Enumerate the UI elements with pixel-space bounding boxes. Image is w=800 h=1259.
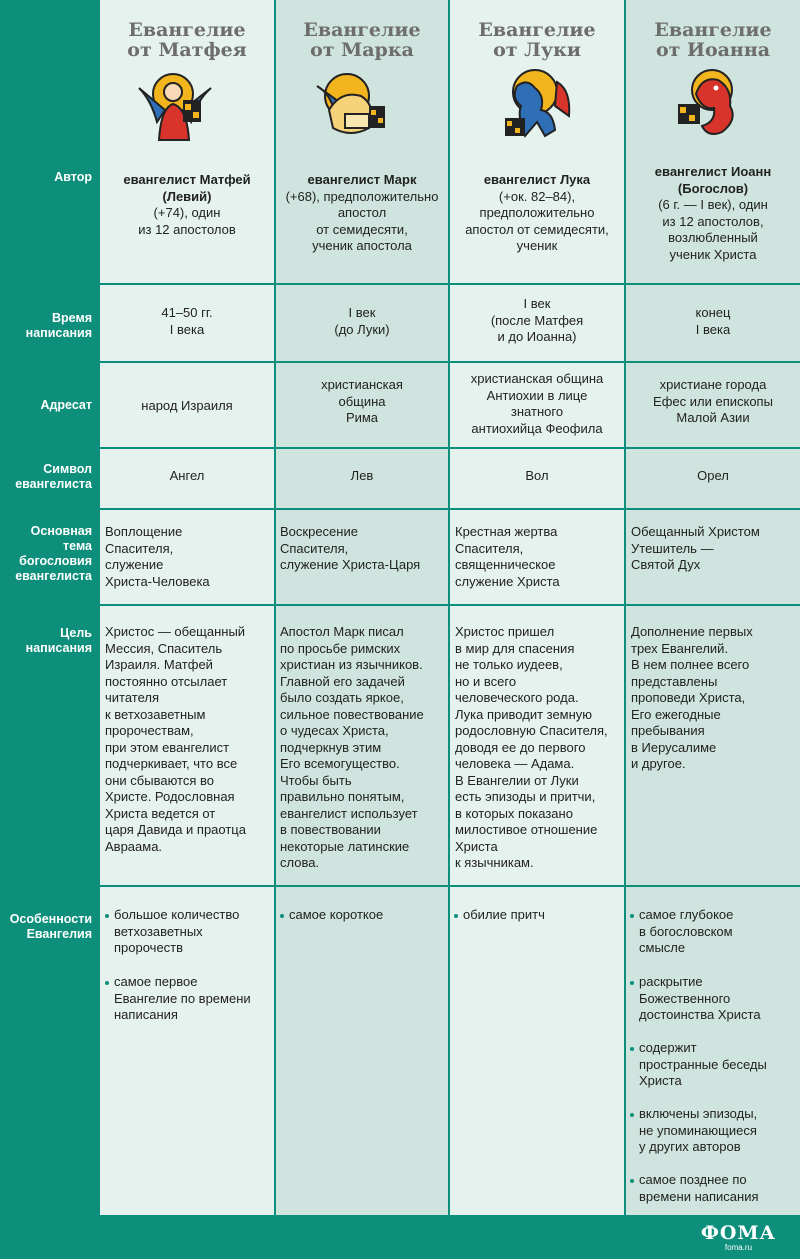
row-divider [0, 283, 800, 285]
feature-item: самое позднее по времени написания [639, 1172, 759, 1205]
bullet-icon [630, 914, 634, 918]
bullet-icon [630, 981, 634, 985]
addressee-cell-john: христиане города Ефес или епископы Малой Азии [653, 377, 773, 425]
row-divider [0, 604, 800, 606]
bullet-icon [280, 914, 284, 918]
time-cell-mark: I век (до Луки) [334, 305, 390, 337]
row-label-features: Особенности Евангелия [9, 912, 92, 941]
bullet-icon [630, 1113, 634, 1117]
row-divider [0, 361, 800, 363]
bullet-icon [454, 914, 458, 918]
ox-icon [497, 66, 577, 144]
purpose-cell-john: Дополнение первых трех Евангелий. В нем полнее всего представлены проповеди Христа, Его ежегодные пребывания в Иерусалиме и другое. [631, 624, 753, 771]
purpose-cell-mark: Апостол Марк писал по просьбе римских христиан из язычников. Главной его задачей было создать яркое, сильное повествование о чудесах Христа, подчеркнув этим Его всемогущество. Чтобы быть правильно понятым, евангелист использует в повествовании некоторые латинские слова. [280, 624, 424, 870]
row-divider [0, 885, 800, 887]
theme-cell-matthew: Воплощение Спасителя, служение Христа-Человека [105, 524, 210, 589]
column-title-matthew: Евангелие от Матфея [127, 19, 247, 61]
row-label-purpose: Цель написания [25, 626, 92, 655]
theme-cell-john: Обещанный Христом Утешитель — Святой Дух [631, 524, 760, 572]
feature-item: самое глубокое в богословском смысле [639, 907, 733, 957]
addressee-cell-luke: христианская община Антиохии в лице знатного антиохийца Феофила [470, 371, 604, 436]
row-label-theme: Основная тема богословия евангелиста [15, 524, 92, 583]
symbol-cell-matthew: Ангел [169, 468, 205, 483]
purpose-cell-matthew: Христос — обещанный Мессия, Спаситель Израиля. Матфей постоянно отсылает читателя к ветхозаветным пророчествам, при этом евангелист подчеркивает, что все они сбываются во Христе. Родословная Христа ведется от царя Давида и праотца Авраама. [105, 624, 246, 854]
row-divider [0, 508, 800, 510]
angel-icon [135, 66, 215, 144]
addressee-cell-matthew: народ Израиля [141, 398, 233, 413]
bullet-icon [105, 914, 109, 918]
author-cell-matthew: евангелист Матфей (Левий) (+74), один из 12 апостолов [123, 172, 251, 237]
time-cell-matthew: 41–50 гг. I века [161, 305, 213, 337]
row-label-addressee: Адресат [40, 398, 92, 412]
row-label-time: Время написания [25, 311, 92, 340]
bullet-icon [105, 981, 109, 985]
symbol-cell-mark: Лев [350, 468, 374, 483]
eagle-icon [672, 66, 752, 144]
feature-item: обилие притч [463, 907, 545, 924]
author-cell-luke: евангелист Лука (+ок. 82–84), предположительно апостол от семидесяти, ученик [465, 172, 609, 253]
purpose-cell-luke: Христос пришел в мир для спасения не только иудеев, но и всего человеческого рода. Лука приводит земную родословную Спасителя, доводя ее до первого человека — Адама. В Евангелии от Луки есть эпизоды и притчи, в которых показано милостивое отношение Христа к язычникам. [455, 624, 608, 870]
feature-item: включены эпизоды, не упоминающиеся у других авторов [639, 1106, 757, 1156]
feature-item: содержит пространные беседы Христа [639, 1040, 767, 1090]
row-divider [0, 447, 800, 449]
theme-cell-mark: Воскресение Спасителя, служение Христа-Царя [280, 524, 421, 572]
feature-item: раскрытие Божественного достоинства Христа [639, 974, 761, 1024]
symbol-cell-john: Орел [697, 468, 729, 483]
column-title-john: Евангелие от Иоанна [654, 19, 772, 61]
author-cell-mark: евангелист Марк (+68), предположительно апостол от семидесяти, ученик апостола [285, 172, 439, 253]
symbol-cell-luke: Вол [525, 468, 549, 483]
feature-item: большое количество ветхозаветных пророчеств [114, 907, 239, 957]
foma-logo [701, 1224, 776, 1252]
theme-cell-luke: Крестная жертва Спасителя, священническое служение Христа [455, 524, 560, 589]
bullet-icon [630, 1179, 634, 1183]
column-title-luke: Евангелие от Луки [478, 19, 596, 61]
column-title-mark: Евангелие от Марка [303, 19, 421, 61]
logo-url: foma.ru [724, 1243, 753, 1252]
lion-icon [311, 66, 391, 144]
time-cell-luke: I век (после Матфея и до Иоанна) [490, 296, 584, 344]
feature-item: самое короткое [289, 907, 383, 924]
addressee-cell-mark: христианская община Рима [321, 377, 403, 425]
row-label-author: Автор [54, 170, 92, 184]
bullet-icon [630, 1047, 634, 1051]
row-label-symbol: Символ евангелиста [15, 462, 92, 491]
footer-bar [0, 1215, 800, 1259]
author-cell-john: евангелист Иоанн (Богослов) (6 г. — I век), один из 12 апостолов, возлюбленный ученик Христа [654, 164, 772, 262]
feature-item: самое первое Евангелие по времени написания [114, 974, 251, 1024]
time-cell-john: конец I века [695, 305, 731, 337]
logo-main: ФОМА [700, 1222, 776, 1244]
